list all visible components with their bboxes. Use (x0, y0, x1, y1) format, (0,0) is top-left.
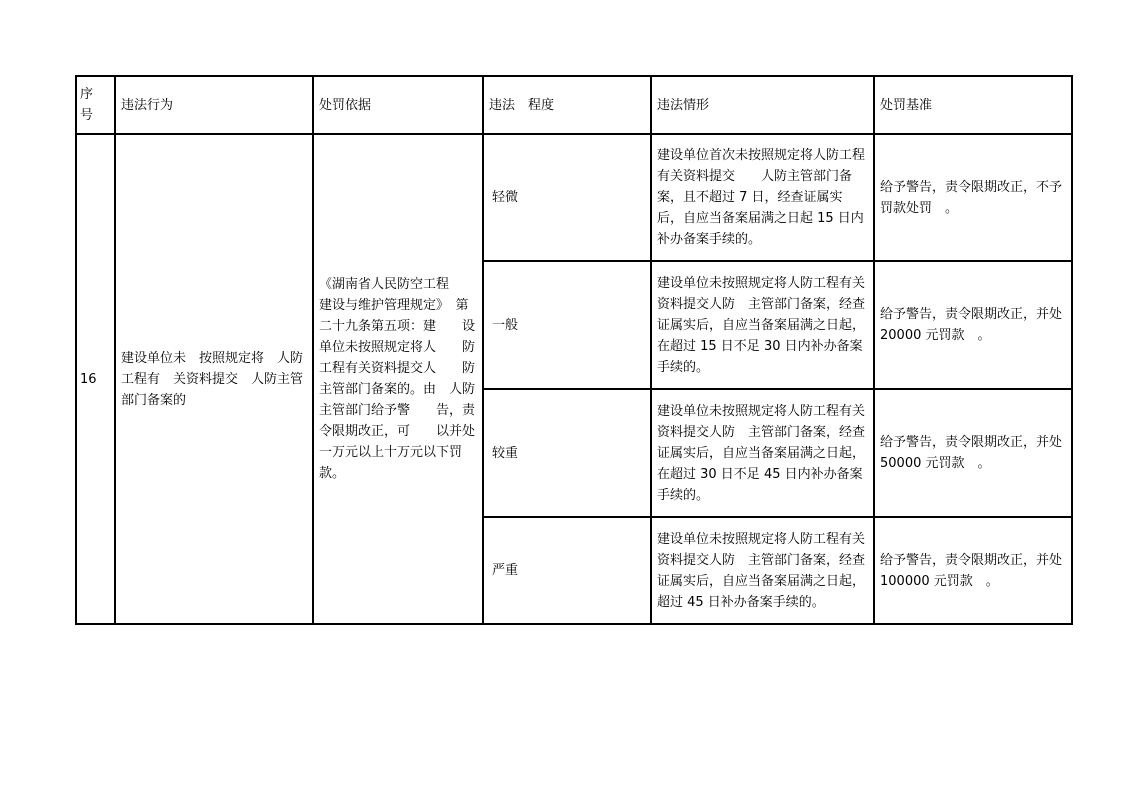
penalty-standards-table (75, 75, 1073, 625)
header-behavior: 违法行为 (115, 76, 313, 134)
header-seq: 序 号 (76, 76, 115, 134)
standard-cell: 给予警告，责令限期改正，并处 100000 元罚款 。 (874, 517, 1072, 624)
penalty-basis-cell: 《湖南省人民防空工程 建设与维护管理规定》 第二十九条第五项：建 设单位未按照规定将人 防工程有关资料提交人 防主管部门备案的。由 人防主管部门给予警 告，责令限期改正，可 以并处一万元以上十万元以下罚款。 (313, 134, 483, 624)
violation-behavior-cell: 建设单位未 按照规定将 人防工程有 关资料提交 人防主管部门备案的 (115, 134, 313, 624)
degree-cell: 轻微 (483, 134, 651, 261)
situation-cell: 建设单位未按照规定将人防工程有关资料提交人防 主管部门备案，经查证属实后，自应当备案届满之日起，在超过 30 日不足 45 日内补办备案手续的。 (651, 389, 874, 517)
degree-cell: 一般 (483, 261, 651, 389)
situation-cell: 建设单位未按照规定将人防工程有关资料提交人防 主管部门备案，经查证属实后，自应当备案届满之日起，超过 45 日补办备案手续的。 (651, 517, 874, 624)
seq-cell: 16 (76, 134, 115, 624)
situation-cell: 建设单位未按照规定将人防工程有关资料提交人防 主管部门备案，经查证属实后，自应当备案届满之日起，在超过 15 日不足 30 日内补办备案手续的。 (651, 261, 874, 389)
standard-cell: 给予警告，责令限期改正，并处 20000 元罚款 。 (874, 261, 1072, 389)
table-header-row (76, 76, 1072, 134)
header-degree: 违法 程度 (483, 76, 651, 134)
standard-cell: 给予警告，责令限期改正，并处 50000 元罚款 。 (874, 389, 1072, 517)
header-situation: 违法情形 (651, 76, 874, 134)
header-basis: 处罚依据 (313, 76, 483, 134)
degree-cell: 严重 (483, 517, 651, 624)
header-standard: 处罚基准 (874, 76, 1072, 134)
situation-cell: 建设单位首次未按照规定将人防工程有关资料提交 人防主管部门备案，且不超过 7 日，经查证属实后，自应当备案届满之日起 15 日内补办备案手续的。 (651, 134, 874, 261)
standard-cell: 给予警告，责令限期改正，不予罚款处罚 。 (874, 134, 1072, 261)
degree-cell: 较重 (483, 389, 651, 517)
table-row (76, 134, 1072, 261)
